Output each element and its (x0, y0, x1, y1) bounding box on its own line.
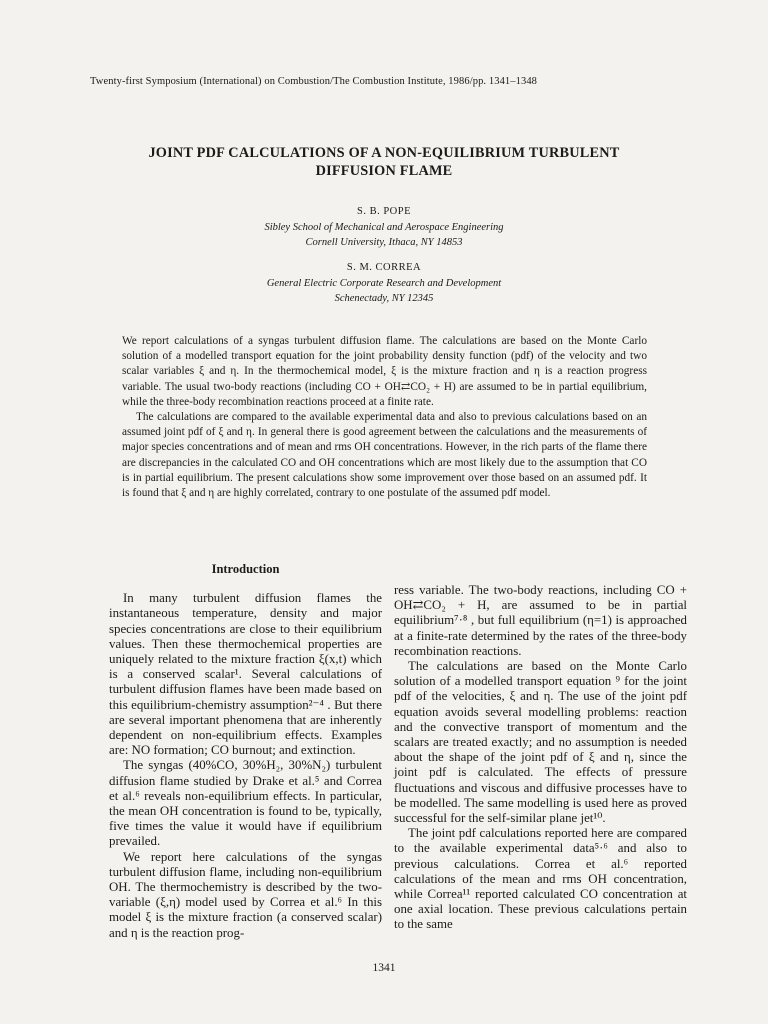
body-paragraph: ress variable. The two-body reactions, including CO + OH⇄CO₂ + H, are assumed to be in partial equilibrium⁷·⁸ , but full equilibrium (η=1) is approached at a finite-rate determined by the rates of the three-body recombination reactions. (394, 583, 687, 658)
body-paragraph: The calculations are based on the Monte Carlo solution of a modelled transport equation ⁹ for the joint pdf of the velocities, ξ and η. The use of the joint pdf equation avoids several modelling problems: reaction and the convective transport of momentum and the scalars are treated exactly; and no assumption is needed about the shape of the joint pdf of ξ and η, since the joint pdf is calculated. The effects of pressure fluctuations and viscous and diffusive processes have to be modelled. The same modelling is used here as proved successful for the self-similar plane jet¹⁰. (394, 659, 687, 826)
abstract-paragraph: We report calculations of a syngas turbulent diffusion flame. The calculations are based on the Monte Carlo solution of a modelled transport equation for the joint probability density function (pdf) of the velocity and two scalar variables ξ and η. In the thermochemical model, ξ is the mixture fraction and η is a reaction progress variable. The usual two-body reactions (including CO + OH⇄CO₂ + H) are assumed to be in partial equilibrium, while the three-body recombination reactions proceed at a finite rate. (122, 335, 647, 408)
body-paragraph: The joint pdf calculations reported here are compared to the available experimental data⁵·⁶ and also to previous calculations. Correa et al.⁶ reported calculations of the mean and rms OH concentration, while Correa¹¹ reported calculated CO concentration at one axial location. These previous calculations pertain to the same (394, 826, 687, 932)
affiliation-line: Schenectady, NY 12345 (334, 293, 434, 304)
author-affiliation (84, 276, 684, 306)
paper-title (70, 144, 698, 180)
author-affiliation (84, 220, 684, 250)
running-head: Twenty-first Symposium (International) on Combustion/The Combustion Institute, 1986/pp. 1341–1348 (90, 76, 538, 87)
body-paragraph: The syngas (40%CO, 30%H₂, 30%N₂) turbulent diffusion flame studied by Drake et al.⁵ and Correa et al.⁶ reveals non-equilibrium effects. In particular, the mean OH concentration is found to be, typically, five times the value it would have if equilibrium prevailed. (109, 758, 382, 849)
author-block-1 (84, 206, 684, 250)
body-paragraph: In many turbulent diffusion flames the instantaneous temperature, density and major species concentrations are close to their equilibrium values. Then these thermochemical properties are uniquely related to the mixture fraction ξ(x,t) which is a conserved scalar¹. Several calculations of turbulent diffusion flames have been made based on this equilibrium-chemistry assumption²⁻⁴ . But there are several important phenomena that are inherently dependent on non-equilibrium effects. Examples are: NO formation; CO burnout; and extinction. (109, 591, 382, 758)
body-paragraph: We report here calculations of the syngas turbulent diffusion flame, including non-equilibrium OH. The thermochemistry is described by the two-variable (ξ,η) model used by Correa et al.⁶ In this model ξ is the mixture fraction (a conserved scalar) and η is the reaction prog- (109, 849, 382, 940)
right-column (394, 583, 687, 933)
abstract (122, 334, 647, 501)
affiliation-line: Cornell University, Ithaca, NY 14853 (305, 237, 463, 248)
section-heading: Introduction (211, 562, 280, 576)
abstract-paragraph: The calculations are compared to the available experimental data and also to previous calculations based on an assumed joint pdf of ξ and η. In general there is good agreement between the calculations and the measurements of major species concentrations and of mean and rms OH concentrations. However, in the rich parts of the flame there are discrepancies in the calculated CO and OH concentrations which are most likely due to the assumption that CO is in partial equilibrium. The present calculations show some improvement over those based on an assumed pdf. It is found that ξ and η are highly correlated, contrary to one postulate of the assumed pdf model. (122, 411, 647, 500)
page-number: 1341 (372, 962, 396, 974)
affiliation-line: Sibley School of Mechanical and Aerospace Engineering (264, 222, 504, 233)
author-name: S. B. POPE (356, 206, 412, 217)
left-column (109, 560, 382, 941)
affiliation-line: General Electric Corporate Research and Development (266, 278, 502, 289)
author-block-2 (84, 262, 684, 306)
title-line-1: JOINT PDF CALCULATIONS OF A NON-EQUILIBRIUM TURBULENT (148, 145, 620, 161)
title-line-2: DIFFUSION FLAME (315, 163, 453, 179)
author-name: S. M. CORREA (346, 262, 422, 273)
